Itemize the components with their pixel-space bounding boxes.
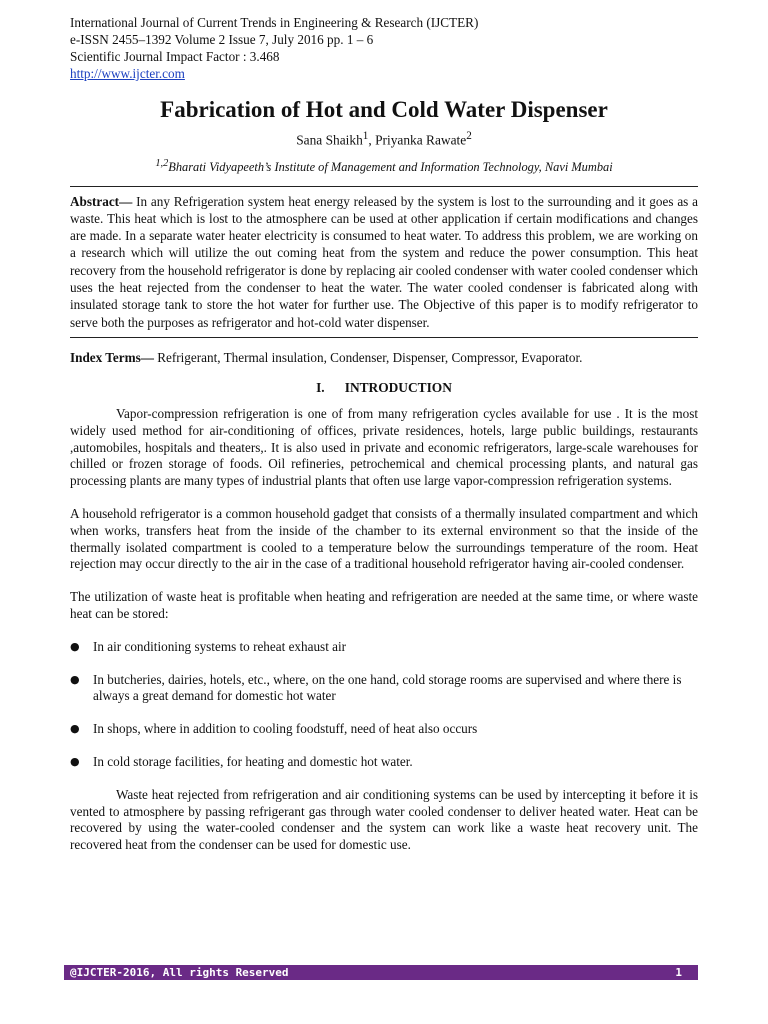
paragraph-4: Waste heat rejected from refrigeration and air conditioning systems can be used by intercepting it before it is vented to atmosphere by passing refrigerant gas through water cooled condenser to deliver heated water. Heat can be recovered by using the water-cooled condenser and the system can work like a waste heat recovery unit. The recovered heat from the condenser can be used for domestic use.	[70, 786, 698, 853]
footer-copyright: @IJCTER-2016, All rights Reserved	[70, 966, 289, 979]
abstract-bottom-rule	[70, 337, 698, 338]
page-number: 1	[675, 966, 682, 979]
list-item-text: In cold storage facilities, for heating and domestic hot water.	[93, 753, 413, 769]
index-terms-label: Index Terms—	[70, 349, 154, 365]
author-1-sup: 1	[362, 130, 369, 142]
footer-bar	[64, 965, 698, 980]
author-1: Sana Shaikh	[296, 132, 363, 148]
abstract-label: Abstract—	[70, 193, 133, 209]
issn-line: e-ISSN 2455–1392 Volume 2 Issue 7, July 2016 pp. 1 – 6	[70, 32, 374, 47]
authors	[70, 130, 698, 148]
author-separator: ,	[368, 132, 376, 148]
list-item	[70, 639, 698, 656]
index-terms	[70, 350, 698, 366]
abstract	[70, 193, 698, 331]
abstract-text: In any Refrigeration system heat energy released by the system is lost to the surrounding and it goes as a waste. This heat which is lost to the atmosphere can be used at other application if certain modifications and changes are made. In a separate water heater electricity is consumed to heat water. To address this problem, we are working on a research which will utilize the out coming heat from the system and reduce the power consumption. This heat recovery from the household refrigerator is done by replacing air cooled condenser with water cooled condenser which uses the heat rejected from the condenser to heat the water. The water cooled condenser is fabricated along with insulated storage tank to store the hot water for further use. The Objective of this paper is to modify refrigerator to serve both the purposes as refrigerator and hot-cold water dispenser.	[70, 193, 698, 330]
journal-name: International Journal of Current Trends in Engineering & Research (IJCTER)	[70, 15, 479, 30]
index-terms-text: Refrigerant, Thermal insulation, Condenser, Dispenser, Compressor, Evaporator.	[153, 349, 583, 365]
bullet-icon: ●	[70, 754, 80, 768]
list-item	[70, 721, 698, 738]
journal-url-link[interactable]: http://www.ijcter.com	[70, 66, 185, 81]
list-item	[70, 754, 698, 771]
author-2: Priyanka Rawate	[375, 132, 467, 148]
bullet-icon: ●	[70, 672, 80, 686]
affiliation	[70, 158, 698, 175]
paper-title: Fabrication of Hot and Cold Water Dispenser	[160, 97, 608, 122]
paragraph-2: A household refrigerator is a common household gadget that consists of a thermally insulated compartment and which when works, transfers heat from the inside of the chamber to its external environment so that the inside of the thermally isolated compartment is cooled to a temperature below the surroundings temperature of the room. Heat rejection may occur directly to the air in the case of a traditional household refrigerator having air-cooled condenser.	[70, 505, 698, 572]
list-item-text: In shops, where in addition to cooling foodstuff, need of heat also occurs	[93, 721, 478, 737]
section-heading: I. INTRODUCTION	[316, 379, 452, 395]
affiliation-text: Bharati Vidyapeeth’s Institute of Management and Information Technology, Navi Mumbai	[168, 160, 613, 175]
list-item-text: In air conditioning systems to reheat exhaust air	[93, 638, 347, 654]
list-item	[70, 672, 698, 706]
paper-page	[70, 14, 698, 854]
bullet-icon: ●	[70, 722, 80, 736]
list-item-text: In butcheries, dairies, hotels, etc., where, on the one hand, cold storage rooms are supervised and where there is always a great demand for domestic hot water	[93, 671, 682, 704]
paragraph-1: Vapor-compression refrigeration is one of from many refrigeration cycles available for use . It is the most widely used method for air-conditioning of offices, private residences, hotels, large public buildings, restaurants ,automobiles, hospitals and theaters,. It is also used in private and economic refrigerators, large-scale warehouses for chilled or frozen storage of foods. Oil refineries, petrochemical and chemical processing plants, and natural gas processing plants are many types of industrial plants that often use large vapor-compression refrigeration systems.	[70, 405, 698, 489]
bullet-list	[70, 639, 698, 771]
affiliation-sup: 1,2	[155, 158, 169, 170]
impact-factor: Scientific Journal Impact Factor : 3.468	[70, 49, 280, 64]
abstract-top-rule	[70, 186, 698, 187]
author-2-sup: 2	[466, 130, 472, 142]
paragraph-3: The utilization of waste heat is profitable when heating and refrigeration are needed at the same time, or where waste heat can be stored:	[70, 589, 698, 621]
journal-header	[70, 14, 698, 82]
bullet-icon: ●	[70, 639, 80, 653]
